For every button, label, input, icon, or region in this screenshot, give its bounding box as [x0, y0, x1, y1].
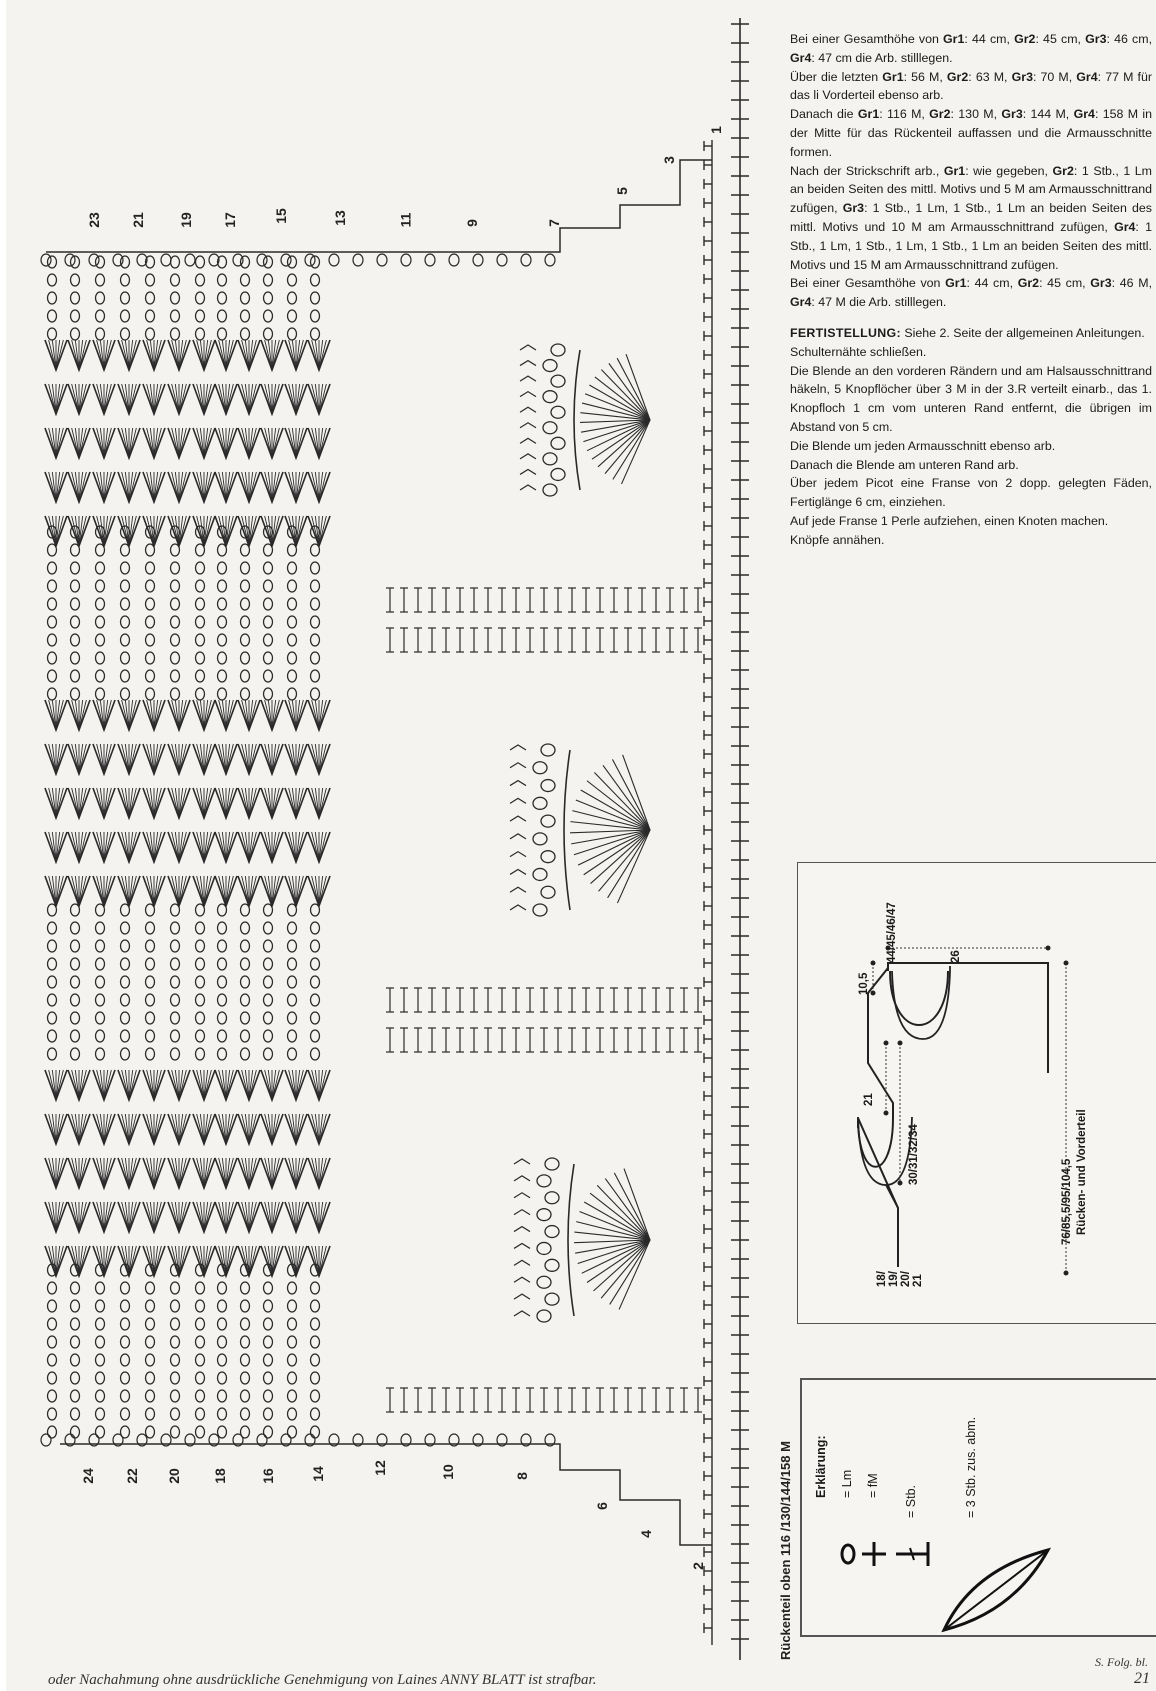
- schematic-shoulder: 26: [950, 950, 962, 963]
- row-number: 5: [613, 187, 630, 195]
- row-number: 6: [593, 1502, 610, 1510]
- schematic-armhole-depth: 10,5: [858, 972, 870, 995]
- paragraph-height-1: Bei einer Gesamthöhe von Gr1: 44 cm, Gr2: 45 cm, Gr3: 46 cm, Gr4: 47 cm die Arb. stilllegen.: [790, 32, 1153, 65]
- schematic-bottom-d: 21: [912, 1274, 924, 1287]
- finish-line: Über jedem Picot eine Franse von 2 dopp. gelegten Fäden, Fertiglänge 6 cm, einziehen.: [790, 476, 1152, 510]
- row-number: 7: [545, 219, 562, 227]
- paragraph-chart: Nach der Strickschrift arb., Gr1: wie gegeben, Gr2: 1 Stb., 1 Lm an beiden Seiten des mittl. Motivs und 5 M am Armausschnittrand zufügen, Gr3: 1 Stb., 1 Lm, 1 Stb., 1 Lm an beiden Seiten des mittl. Motivs und 10 M am Armausschnittrand zufügen, Gr4: 1 Stb., 1 Lm, 1 Stb., 1 Lm, 1 Stb., 1 Lm an beiden Seiten des mittl. Motivs und 15 M am Armausschnittrand zufügen.: [790, 163, 1153, 272]
- row-number: 13: [331, 210, 348, 226]
- symbol-legend: [800, 1378, 1156, 1637]
- schematic-drawing: [798, 863, 1156, 1323]
- schematic-chest: 30/31/32/34: [908, 1124, 920, 1185]
- row-number: 10: [439, 1464, 456, 1480]
- continued-note: S. Folg. bl.: [1095, 1655, 1148, 1669]
- row-number: 20: [165, 1468, 182, 1484]
- schematic-bottom-c: 20/: [900, 1271, 912, 1287]
- schematic-piece-name: Rücken- und Vorderteil: [1076, 1109, 1088, 1235]
- row-number: 14: [309, 1466, 326, 1482]
- row-number: 2: [689, 1562, 706, 1570]
- legend-single-crochet: = fM: [866, 1473, 880, 1498]
- size-schematic: [797, 862, 1156, 1324]
- schematic-bottom-b: 19/: [888, 1271, 900, 1287]
- legend-title: Erklärung:: [814, 1435, 828, 1498]
- schematic-total-width: 76/85,5/95/104,5: [1061, 1158, 1073, 1245]
- paragraph-back: Danach die Gr1: 116 M, Gr2: 130 M, Gr3: 144 M, Gr4: 158 M in der Mitte für das Rückenteil auffassen und die Armausschnitte formen.: [790, 107, 1152, 159]
- garment-outline: [858, 968, 898, 1267]
- row-number: 16: [259, 1468, 276, 1484]
- instructions-text: [790, 30, 1152, 550]
- row-number: 1: [707, 126, 724, 134]
- chain-symbol: [842, 1545, 854, 1563]
- legend-symbols: [802, 1380, 1156, 1635]
- chart-side-label: Rückenteil oben 116 /130/144/158 M: [778, 1441, 793, 1660]
- finish-line: Danach die Blende am unteren Rand arb.: [790, 457, 1019, 472]
- copyright-note: oder Nachahmung ohne ausdrückliche Genehmigung von Laines ANNY BLATT ist strafbar.: [48, 1672, 597, 1688]
- legend-double-crochet: = Stb.: [904, 1484, 918, 1518]
- row-number: 11: [397, 212, 414, 228]
- row-number: 19: [177, 212, 194, 228]
- row-number: 23: [85, 212, 102, 228]
- row-number: 15: [272, 208, 289, 224]
- finish-line: Schulternähte schließen.: [790, 344, 927, 359]
- finishing-heading: FERTISTELLUNG: Siehe 2. Seite der allgemeinen Anleitungen.: [790, 325, 1145, 340]
- finish-line: Die Blende an den vorderen Rändern und am Halsausschnittrand häkeln, 5 Knopflöcher über 3 M in der 3.R verteilt einarb., das 1. Knopfloch 1 cm vom unteren Rand entfernt, die übrigen im Abstand von 5 cm.: [790, 363, 1152, 434]
- finish-line: Knöpfe annähen.: [790, 532, 885, 547]
- schematic-bottom-a: 18/: [876, 1271, 888, 1287]
- row-number: 3: [660, 156, 677, 164]
- legend-chain: = Lm: [840, 1469, 854, 1498]
- paragraph-left-front: Über die letzten Gr1: 56 M, Gr2: 63 M, Gr3: 70 M, Gr4: 77 M für das li Vorderteil ebenso arb.: [790, 69, 1152, 103]
- row-number: 12: [371, 1460, 388, 1476]
- row-number: 8: [513, 1472, 530, 1480]
- finish-line: Auf jede Franse 1 Perle aufziehen, einen Knoten machen.: [790, 513, 1109, 528]
- finish-line: Die Blende um jeden Armausschnitt ebenso arb.: [790, 438, 1056, 453]
- row-number: 4: [637, 1530, 654, 1538]
- legend-cluster: = 3 Stb. zus. abm.: [964, 1416, 978, 1518]
- row-number: 22: [123, 1468, 140, 1484]
- row-number: 24: [79, 1468, 96, 1484]
- row-number: 9: [463, 219, 480, 227]
- schematic-top-width: 44/45/46/47: [886, 902, 898, 963]
- row-number: 17: [221, 212, 238, 228]
- schematic-mid: 21: [863, 1093, 875, 1106]
- row-number: 21: [129, 212, 146, 228]
- paragraph-height-2: Bei einer Gesamthöhe von Gr1: 44 cm, Gr2: 45 cm, Gr3: 46 M, Gr4: 47 M die Arb. stilllegen.: [790, 276, 1153, 310]
- row-number: 18: [211, 1468, 228, 1484]
- page-number: 21: [1134, 1670, 1150, 1687]
